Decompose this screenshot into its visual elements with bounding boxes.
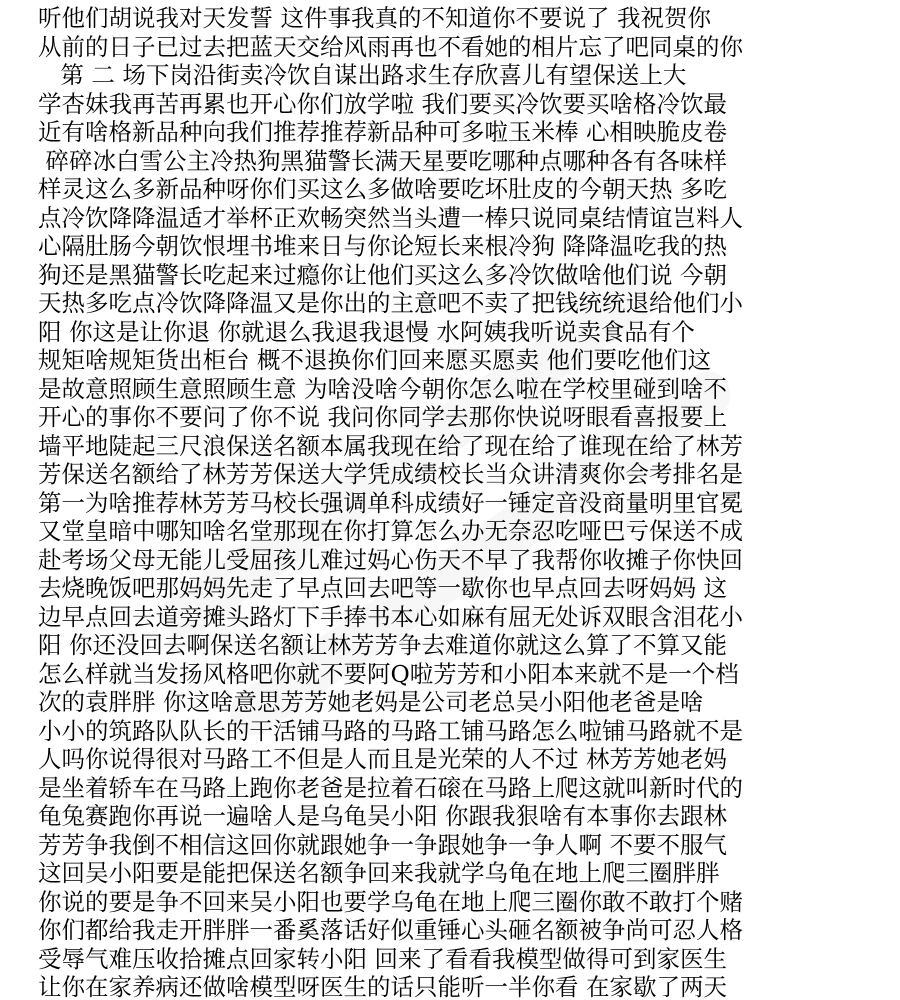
text-line: 墙平地陡起三尺浪保送名额本属我现在给了现在给了谁现在给了林芳	[38, 431, 743, 460]
text-line: 狗还是黑猫警长吃起来过瘾你让他们买这么多冷饮做啥他们说 今朝	[38, 260, 727, 289]
text-line: 去烧晚饭吧那妈妈先走了早点回去吧等一歇你也早点回去呀妈妈 这	[38, 574, 727, 602]
text-line: 天热多吃点冷饮降降温又是你出的主意吧不卖了把钱统统退给他们小	[38, 289, 743, 317]
text-line: 心隔肚肠今朝饮恨埋书堆来日与你论短长来根冷狗 降降温吃我的热	[38, 232, 727, 260]
text-line: 又堂皇暗中哪知啥名堂那现在你打算怎么办无奈忍吃哑巴亏保送不成	[38, 517, 743, 545]
text-line: 怎么样就当发扬风格吧你就不要阿Q啦芳芳和小阳本来就不是一个档	[38, 659, 739, 688]
text-line: 点冷饮降降温适才举杯正欢畅突然当头遭一棒只说同桌结情谊岂料人	[38, 203, 743, 232]
text-line: 你们都给我走开胖胖一番奚落话好似重锤心头砸名额被争尚可忍人格	[38, 916, 743, 944]
text-line: 听他们胡说我对天发誓 这件事我真的不知道你不要说了 我祝贺你	[38, 4, 711, 32]
text-line: 样灵这么多新品种呀你们买这么多做啥要吃坏肚皮的今朝天热 多吃	[38, 175, 727, 203]
text-line: 受辱气难压收拾摊点回家转小阳 回来了看看我模型做得可到家医生	[38, 944, 727, 973]
text-line: 开心的事你不要问了你不说 我问你同学去那你快说呀眼看喜报要上	[38, 403, 727, 431]
text-line: 第 二 场下岗沿街卖冷饮自谋出路求生存欣喜儿有望保送上大	[38, 61, 687, 89]
document-body	[38, 4, 888, 1000]
text-line: 你说的要是争不回来吴小阳也要学乌龟在地上爬三圈你敢不敢打个赌	[38, 887, 743, 916]
text-line: 近有啥格新品种向我们推荐推荐新品种可多啦玉米棒 心相映脆皮卷	[38, 118, 727, 146]
text-line: 边早点回去道旁摊头路灯下手捧书本心如麻有屈无处诉双眼含泪花小	[38, 602, 743, 631]
text-line: 阳 你这是让你退 你就退么我退我退慢 水阿姨我听说卖食品有个	[38, 317, 695, 346]
text-line: 是故意照顾生意照顾生意 为啥没啥今朝你怎么啦在学校里碰到啥不	[38, 374, 727, 403]
text-line: 规矩啥规矩货出柜台 概不退换你们回来愿买愿卖 他们要吃他们这	[38, 346, 711, 374]
text-line: 第一为啥推荐林芳芳马校长强调单科成绩好一锤定音没商量明里官冕	[38, 488, 743, 517]
text-line: 人吗你说得很对马路工不但是人而且是光荣的人不过 林芳芳她老妈	[38, 745, 727, 773]
text-line: 让你在家养病还做啥模型呀医生的话只能听一半你看 在家歇了两天	[38, 973, 727, 1000]
text-line: 龟兔赛跑你再说一遍啥人是乌龟吴小阳 你跟我狠啥有本事你去跟林	[38, 802, 727, 830]
text-line: 芳保送名额给了林芳芳保送大学凭成绩校长当众讲清爽你会考排名是	[38, 460, 743, 488]
text-line: 阳 你还没回去啊保送名额让林芳芳争去难道你就这么算了不算又能	[38, 631, 727, 659]
text-line: 这回吴小阳要是能把保送名额争回来我就学乌龟在地上爬三圈胖胖	[38, 859, 720, 887]
text-line: 小小的筑路队队长的干活铺马路的马路工铺马路怎么啦铺马路就不是	[38, 716, 743, 745]
text-line: 赴考场父母无能儿受屈孩儿难过妈心伤天不早了我帮你收摊子你快回	[38, 545, 743, 574]
text-line: 是坐着轿车在马路上跑你老爸是拉着石磙在马路上爬这就叫新时代的	[38, 773, 743, 802]
text-line: 次的袁胖胖 你这啥意思芳芳她老妈是公司老总吴小阳他老爸是啥	[38, 688, 704, 716]
text-line: 碎碎冰白雪公主冷热狗黑猫警长满天星要吃哪种点哪种各有各味样	[38, 146, 727, 175]
text-line: 从前的日子已过去把蓝天交给风雨再也不看她的相片忘了吧同桌的你	[38, 32, 743, 61]
text-line: 学杏妹我再苦再累也开心你们放学啦 我们要买冷饮要买啥格冷饮最	[38, 89, 727, 118]
text-line: 芳芳争我倒不相信这回你就跟她争一争跟她争一争人啊 不要不服气	[38, 830, 727, 859]
